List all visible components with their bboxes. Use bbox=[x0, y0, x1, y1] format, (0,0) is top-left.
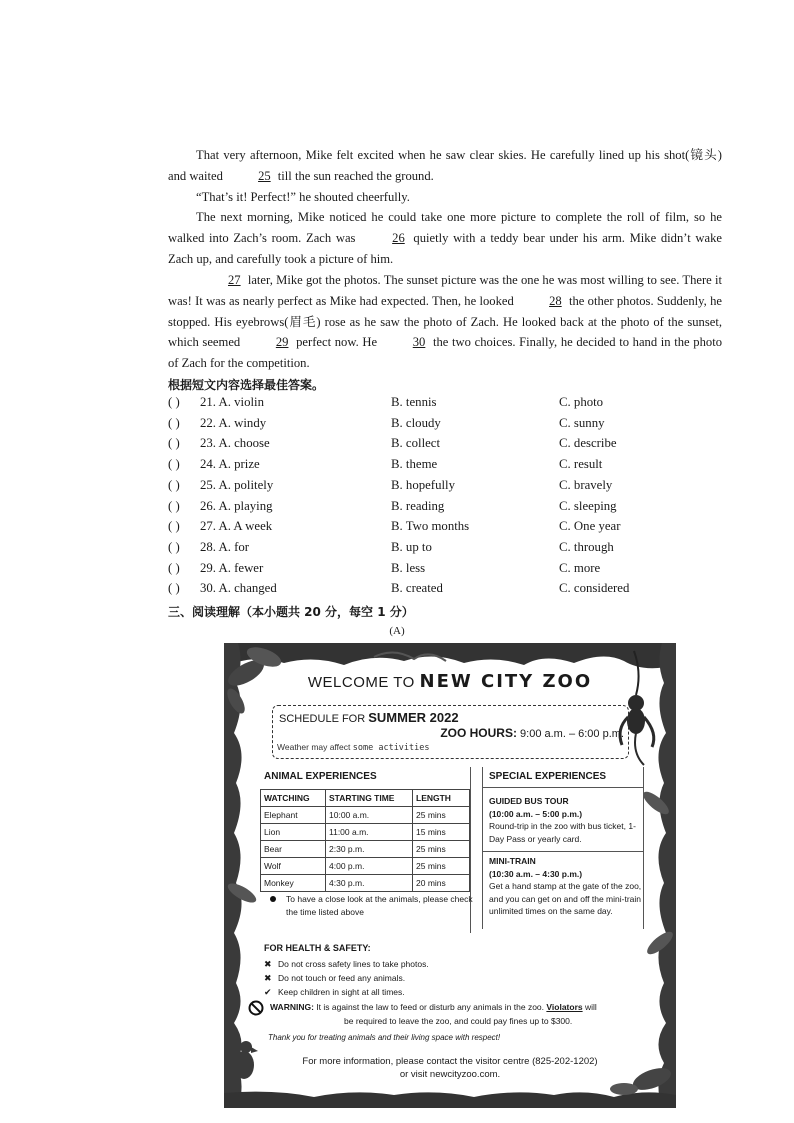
schedule-season: SUMMER 2022 bbox=[368, 710, 459, 725]
mini-train-title: MINI-TRAIN bbox=[489, 856, 536, 866]
thanks-note: Thank you for treating animals and their living space with respect! bbox=[268, 1033, 501, 1042]
table-cell: 4:00 p.m. bbox=[326, 858, 413, 875]
table-cell: 4:30 p.m. bbox=[326, 875, 413, 892]
animal-experiences-box bbox=[260, 767, 471, 933]
answer-blank[interactable]: ( ) bbox=[168, 477, 180, 492]
mini-train-section bbox=[489, 855, 643, 918]
question-row bbox=[168, 436, 728, 456]
schedule-prefix: SCHEDULE FOR bbox=[279, 713, 369, 725]
blank-29: 29 bbox=[275, 335, 289, 350]
warning-text bbox=[248, 1000, 653, 1028]
table-cell: 10:00 a.m. bbox=[326, 807, 413, 824]
answer-blank[interactable]: ( ) bbox=[168, 560, 180, 575]
option-c: C. result bbox=[559, 457, 603, 472]
option-c: C. more bbox=[559, 560, 601, 575]
table-row bbox=[261, 858, 470, 875]
schedule-label bbox=[279, 710, 459, 725]
table-cell: Lion bbox=[261, 824, 326, 841]
zoo-hours bbox=[440, 726, 624, 740]
p1-text-b: till the sun reached the ground. bbox=[274, 168, 434, 183]
poster-welcome-title bbox=[224, 671, 676, 692]
table-header: WATCHING bbox=[261, 790, 326, 807]
option-a: 27. A. A week bbox=[200, 519, 273, 534]
health-safety-title: FOR HEALTH & SAFETY: bbox=[264, 943, 371, 953]
option-b: B. cloudy bbox=[391, 415, 441, 430]
table-cell: Monkey bbox=[261, 875, 326, 892]
option-c: C. through bbox=[559, 539, 614, 554]
prohibited-icon bbox=[248, 1000, 264, 1016]
part-label: (A) bbox=[389, 625, 405, 637]
option-a: 21. A. violin bbox=[200, 395, 264, 409]
p4-text-a: later, Mike got the photos. The sunset picture was the one he was most willing to see. There it was! It was as nearly perfect as Mike had expected. Then, he looked bbox=[168, 273, 722, 308]
option-b: B. theme bbox=[391, 457, 438, 472]
option-b: B. hopefully bbox=[391, 477, 455, 492]
warning-section bbox=[248, 1000, 653, 1028]
zoo-hours-label: ZOO HOURS: bbox=[440, 726, 517, 740]
question-row bbox=[168, 499, 728, 519]
option-a: 26. A. playing bbox=[200, 498, 273, 513]
instruction-heading: 根据短文内容选择最佳答案。 bbox=[168, 378, 325, 392]
answer-blank[interactable]: ( ) bbox=[168, 436, 180, 451]
cross-icon: ✖ bbox=[264, 959, 272, 969]
contact-line: For more information, please contact the visitor centre (825-202-1202) bbox=[302, 1056, 598, 1067]
option-b: B. tennis bbox=[391, 395, 437, 409]
warning-text-a: It is against the law to feed or disturb any animals in the zoo. bbox=[313, 1002, 547, 1012]
option-b: B. less bbox=[391, 560, 426, 575]
table-row bbox=[261, 841, 470, 858]
weather-note-b: some activities bbox=[352, 743, 430, 753]
passage-paragraph-3 bbox=[168, 207, 722, 269]
option-b: B. collect bbox=[391, 436, 441, 451]
divider bbox=[483, 787, 643, 788]
warning-label: WARNING: bbox=[270, 1002, 314, 1012]
safety-rule-text: Keep children in sight at all times. bbox=[278, 987, 405, 997]
mini-train-time: (10:30 a.m. – 4:30 p.m.) bbox=[489, 868, 583, 879]
weather-note bbox=[277, 742, 430, 753]
option-a: 30. A. changed bbox=[200, 581, 277, 596]
special-experiences-title: SPECIAL EXPERIENCES bbox=[489, 771, 607, 782]
bus-tour-title: GUIDED BUS TOUR bbox=[489, 796, 569, 806]
question-row bbox=[168, 395, 728, 415]
safety-rule bbox=[264, 957, 644, 971]
special-experiences-box bbox=[482, 767, 644, 929]
blank-26: 26 bbox=[392, 230, 405, 245]
question-row bbox=[168, 581, 728, 601]
animal-schedule-table bbox=[260, 789, 470, 892]
option-c: C. bravely bbox=[559, 477, 613, 492]
question-row bbox=[168, 457, 728, 477]
question-row bbox=[168, 416, 728, 436]
mini-train-desc: Get a hand stamp at the gate of the zoo, and you can get on and off the mini-train unlimited times on the same day. bbox=[489, 881, 642, 916]
bus-tour-time: (10:00 a.m. – 5:00 p.m.) bbox=[489, 808, 583, 819]
p4-text-b: the other photos. Suddenly, he stopped. His eyebrows(眉毛) rose as he saw the photo of Zach. He looked back at the photo of the sunset, which seemed bbox=[168, 293, 722, 350]
welcome-prefix: WELCOME TO bbox=[307, 674, 420, 691]
health-safety-section bbox=[264, 941, 644, 999]
option-c: C. considered bbox=[559, 581, 630, 596]
option-b: B. created bbox=[391, 581, 443, 596]
safety-rule-text: Do not touch or feed any animals. bbox=[278, 973, 406, 983]
blank-28: 28 bbox=[549, 293, 562, 308]
zoo-name: NEW CITY ZOO bbox=[419, 671, 593, 692]
option-a: 23. A. choose bbox=[200, 436, 270, 451]
close-look-note bbox=[266, 893, 486, 919]
option-a: 25. A. politely bbox=[200, 477, 274, 492]
animal-experiences-title: ANIMAL EXPERIENCES bbox=[264, 771, 377, 782]
table-header-row bbox=[261, 790, 470, 807]
table-cell: 2:30 p.m. bbox=[326, 841, 413, 858]
table-cell: 15 mins bbox=[413, 824, 470, 841]
blank-25: 25 bbox=[258, 168, 271, 183]
table-cell: Bear bbox=[261, 841, 326, 858]
option-b: B. up to bbox=[391, 539, 432, 554]
bus-tour-desc: Round-trip in the zoo with bus ticket, 1-Day Pass or yearly card. bbox=[489, 821, 636, 844]
blank-27: 27 bbox=[228, 273, 241, 287]
table-row bbox=[261, 807, 470, 824]
close-look-text: To have a close look at the animals, please check the time listed above bbox=[286, 894, 473, 917]
option-c: C. photo bbox=[559, 395, 604, 409]
table-cell: Wolf bbox=[261, 858, 326, 875]
answer-blank[interactable]: ( ) bbox=[168, 519, 180, 534]
more-info bbox=[254, 1055, 646, 1081]
table-cell: 25 mins bbox=[413, 841, 470, 858]
table-row bbox=[261, 824, 470, 841]
option-a: 22. A. windy bbox=[200, 415, 267, 430]
divider bbox=[483, 851, 643, 852]
schedule-box bbox=[272, 705, 629, 759]
zoo-hours-value: 9:00 a.m. – 6:00 p.m. bbox=[516, 728, 624, 740]
passage-paragraph-4 bbox=[168, 270, 722, 374]
answer-blank[interactable]: ( ) bbox=[168, 539, 180, 554]
check-icon: ✔ bbox=[264, 987, 272, 997]
warning-text-b: will bbox=[582, 1002, 597, 1012]
question-row bbox=[168, 478, 728, 498]
option-c: C. sunny bbox=[559, 415, 605, 430]
table-row bbox=[261, 875, 470, 892]
option-c: C. sleeping bbox=[559, 498, 617, 513]
zoo-poster bbox=[224, 643, 676, 1108]
blank-30: 30 bbox=[412, 335, 426, 350]
option-a: 24. A. prize bbox=[200, 457, 260, 472]
bullet-icon bbox=[270, 896, 276, 902]
p4-text-d: the two choices. Finally, he decided to hand in the photo of Zach for the competition. bbox=[168, 335, 722, 371]
option-a: 28. A. for bbox=[200, 539, 250, 554]
p3-text-a: The next morning, Mike noticed he could take one more picture to complete the roll of film, so he walked into Zach’s room. Zach was bbox=[168, 210, 722, 245]
passage-paragraph-1 bbox=[168, 145, 722, 187]
warning-violators: Violators bbox=[546, 1002, 583, 1012]
table-header: LENGTH bbox=[413, 790, 470, 807]
answer-blank[interactable]: ( ) bbox=[168, 395, 180, 409]
option-c: C. One year bbox=[559, 519, 621, 534]
table-cell: 25 mins bbox=[413, 807, 470, 824]
option-b: B. Two months bbox=[391, 519, 470, 534]
question-row bbox=[168, 540, 728, 560]
option-c: C. describe bbox=[559, 436, 617, 451]
section-heading: 三、阅读理解（本小题共 20 分，每空 1 分） bbox=[168, 605, 414, 619]
question-row bbox=[168, 561, 728, 581]
p1-text-a: That very afternoon, Mike felt excited when he saw clear skies. He carefully lined up his shot(镜头) and waited bbox=[168, 148, 722, 183]
table-header: STARTING TIME bbox=[326, 790, 413, 807]
cross-icon: ✖ bbox=[264, 973, 272, 983]
p4-text-c: perfect now. He bbox=[292, 335, 381, 350]
option-b: B. reading bbox=[391, 498, 445, 513]
table-cell: 20 mins bbox=[413, 875, 470, 892]
option-a: 29. A. fewer bbox=[200, 560, 264, 575]
answer-blank[interactable]: ( ) bbox=[168, 457, 180, 472]
safety-rule bbox=[264, 985, 644, 999]
table-cell: Elephant bbox=[261, 807, 326, 824]
passage-paragraph-2: “That’s it! Perfect!” he shouted cheerfully. bbox=[196, 190, 410, 204]
answer-blank[interactable]: ( ) bbox=[168, 498, 180, 513]
answer-blank[interactable]: ( ) bbox=[168, 581, 180, 596]
answer-blank[interactable]: ( ) bbox=[168, 415, 180, 430]
warning-text-c: be required to leave the zoo, and could pay fines up to $300. bbox=[344, 1016, 573, 1026]
table-cell: 11:00 a.m. bbox=[326, 824, 413, 841]
p3-text-b: quietly with a teddy bear under his arm. Mike didn’t wake Zach up, and carefully took a picture of him. bbox=[168, 230, 722, 266]
table-cell: 25 mins bbox=[413, 858, 470, 875]
safety-rule bbox=[264, 971, 644, 985]
safety-rule-text: Do not cross safety lines to take photos. bbox=[278, 959, 429, 969]
question-row bbox=[168, 519, 728, 539]
weather-note-a: Weather may affect bbox=[277, 742, 353, 752]
bus-tour-section bbox=[489, 795, 643, 845]
website-line: or visit newcityzoo.com. bbox=[399, 1069, 501, 1080]
